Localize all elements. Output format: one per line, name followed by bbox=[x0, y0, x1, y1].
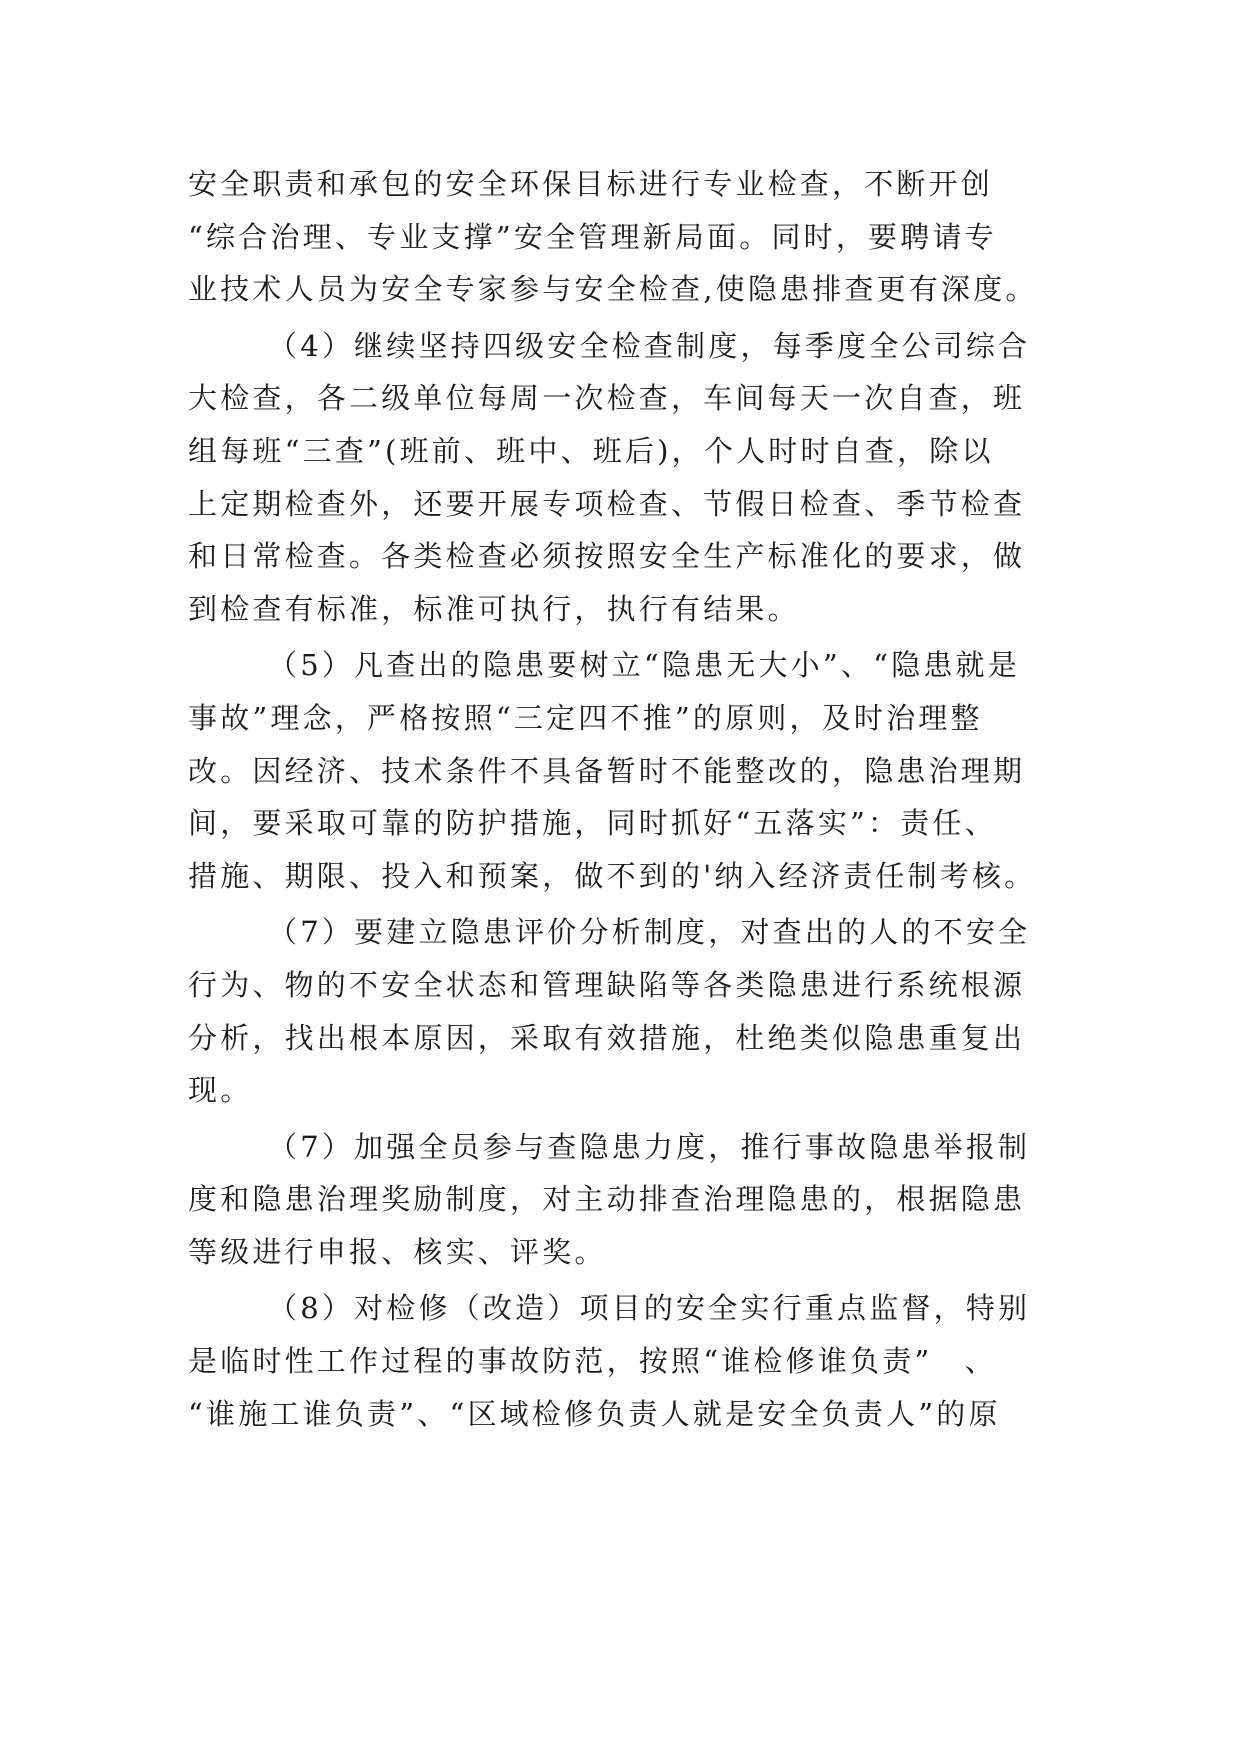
paragraph-item-4 bbox=[188, 320, 1068, 636]
text-line: 大检查，各二级单位每周一次检查，车间每天一次自查，班 bbox=[188, 381, 1026, 416]
paragraph-item-7-participation bbox=[188, 1121, 1068, 1279]
text-line: 安全职责和承包的安全环保目标进行专业检查，不断开创 bbox=[188, 167, 994, 201]
text-line: （8）对检修（改造）项目的安全实行重点监督，特别 bbox=[268, 1291, 1031, 1326]
text-line: 现。 bbox=[188, 1073, 253, 1108]
text-line: 和日常检查。各类检查必须按照安全生产标准化的要求，做 bbox=[188, 539, 1026, 574]
text-line: “谁施工谁负责”、“区域检修负责人就是安全负责人”的原 bbox=[188, 1396, 1001, 1431]
text-line: 事故”理念，严格按照“三定四不推”的原则，及时治理整 bbox=[188, 700, 983, 735]
text-line: （7）加强全员参与查隐患力度，推行事故隐患举报制 bbox=[268, 1129, 1031, 1164]
paragraph-safety-responsibility bbox=[188, 158, 1068, 316]
paragraph-item-8 bbox=[188, 1282, 1068, 1440]
text-line: （4）继续坚持四级安全检查制度，每季度全公司综合 bbox=[268, 328, 1031, 363]
text-line: 上定期检查外，还要开展专项检查、节假日检查、季节检查 bbox=[188, 486, 1026, 521]
paragraph-item-5 bbox=[188, 639, 1068, 902]
paragraph-item-7-analysis bbox=[188, 906, 1068, 1116]
text-line: （7）要建立隐患评价分析制度，对查出的人的不安全 bbox=[268, 915, 1031, 950]
text-line: 改。因经济、技术条件不具备暂时不能整改的，隐患治理期 bbox=[188, 753, 1026, 788]
text-line: “综合治理、专业支撑”安全管理新局面。同时，要聘请专 bbox=[188, 219, 997, 254]
text-line: 措施、期限、投入和预案，做不到的'纳入经济责任制考核。 bbox=[188, 858, 1037, 893]
text-line: 是临时性工作过程的事故防范，按照“谁检修谁负责” 、 bbox=[188, 1344, 997, 1379]
text-line: 组每班“三查”(班前、班中、班后)，个人时时自查，除以 bbox=[188, 433, 994, 468]
document-body bbox=[188, 158, 1068, 1444]
text-line: 到检查有标准，标准可执行，执行有结果。 bbox=[188, 591, 800, 626]
text-line: （5）凡查出的隐患要树立“隐患无大小”、“隐患就是 bbox=[268, 648, 1020, 683]
text-line: 等级进行申报、核实、评奖。 bbox=[188, 1234, 607, 1269]
text-line: 度和隐患治理奖励制度，对主动排查治理隐患的，根据隐患 bbox=[188, 1182, 1026, 1217]
text-line: 业技术人员为安全专家参与安全检查,使隐患排查更有深度。 bbox=[188, 272, 1038, 307]
text-line: 分析，找出根本原因，采取有效措施，杜绝类似隐患重复出 bbox=[188, 1020, 1026, 1055]
text-line: 行为、物的不安全状态和管理缺陷等各类隐患进行系统根源 bbox=[188, 967, 1026, 1002]
text-line: 间，要采取可靠的防护措施，同时抓好“五落实”：责任、 bbox=[188, 806, 997, 841]
